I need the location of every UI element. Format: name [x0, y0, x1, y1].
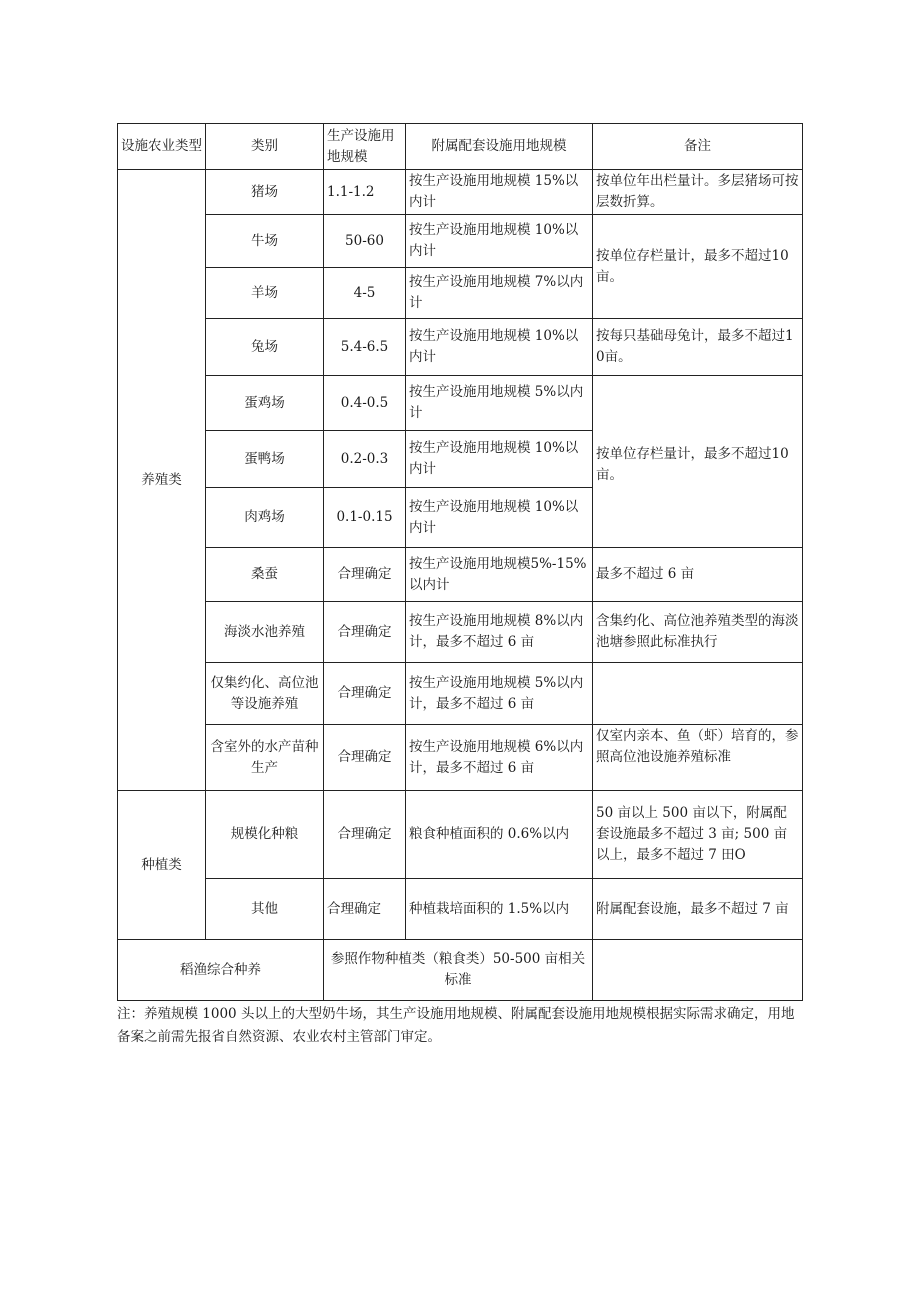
- last-row-aux: 参照作物种植类（粮食类）50-500 亩相关标准: [324, 940, 593, 1001]
- category-cell: 海淡水池养殖: [206, 602, 324, 663]
- table-row: [118, 725, 803, 791]
- remark-cell: 按每只基础母兔计，最多不超过10亩。: [593, 319, 803, 376]
- aux-cell: 按生产设施用地规模 5%以内计，最多不超过 6 亩: [406, 663, 593, 725]
- category-cell: 羊场: [206, 268, 324, 319]
- remark-cell: 按单位存栏量计，最多不超过10亩。: [593, 215, 803, 319]
- scale-cell: 0.1-0.15: [324, 488, 406, 548]
- aux-cell: 按生产设施用地规模 8%以内计，最多不超过 6 亩: [406, 602, 593, 663]
- category-cell: 蛋鸡场: [206, 376, 324, 431]
- aux-cell: 按生产设施用地规模5%-15%以内计: [406, 548, 593, 602]
- table-row: [118, 602, 803, 663]
- remark-cell: 50 亩以上 500 亩以下，附属配套设施最多不超过 3 亩; 500 亩以上，最多不超过 7 田O: [593, 791, 803, 879]
- table-row: [118, 663, 803, 725]
- table-row: [118, 879, 803, 940]
- header-category: 类别: [206, 124, 324, 170]
- table-row: [118, 170, 803, 215]
- category-cell: 兔场: [206, 319, 324, 376]
- aux-cell: 按生产设施用地规模 10%以内计: [406, 488, 593, 548]
- category-cell: 规模化种粮: [206, 791, 324, 879]
- table-row: [118, 215, 803, 268]
- header-remarks: 备注: [593, 124, 803, 170]
- category-cell: 仅集约化、高位池等设施养殖: [206, 663, 324, 725]
- scale-cell: 0.4-0.5: [324, 376, 406, 431]
- aux-cell: 种植栽培面积的 1.5%以内: [406, 879, 593, 940]
- remark-cell: [593, 940, 803, 1001]
- footnote: 注：养殖规模 1000 头以上的大型奶牛场，其生产设施用地规模、附属配套设施用地规模根据实际需求确定，用地备案之前需先报省自然资源、农业农村主管部门审定。: [117, 1006, 795, 1045]
- scale-cell: 合理确定: [324, 548, 406, 602]
- scale-cell: 0.2-0.3: [324, 431, 406, 488]
- remark-cell: 按单位存栏量计，最多不超过10亩。: [593, 376, 803, 548]
- scale-cell: 1.1-1.2: [324, 170, 406, 215]
- category-cell: 其他: [206, 879, 324, 940]
- remark-cell: 附属配套设施，最多不超过 7 亩: [593, 879, 803, 940]
- category-cell: 桑蚕: [206, 548, 324, 602]
- category-cell: 猪场: [206, 170, 324, 215]
- category-cell: 牛场: [206, 215, 324, 268]
- table-row: [118, 548, 803, 602]
- last-row-label: 稻渔综合种养: [118, 940, 324, 1001]
- scale-cell: 4-5: [324, 268, 406, 319]
- table-row: [118, 376, 803, 431]
- category-cell: 含室外的水产苗种生产: [206, 725, 324, 791]
- aux-cell: 按生产设施用地规模 7%以内计: [406, 268, 593, 319]
- remark-cell: 按单位年出栏量计。多层猪场可按层数折算。: [593, 170, 803, 215]
- header-auxiliary-scale: 附属配套设施用地规模: [406, 124, 593, 170]
- category-cell: 肉鸡场: [206, 488, 324, 548]
- aux-cell: 按生产设施用地规模 10%以内计: [406, 431, 593, 488]
- header-row: [118, 124, 803, 170]
- scale-cell: 合理确定: [324, 663, 406, 725]
- aux-cell: 按生产设施用地规模 10%以内计: [406, 319, 593, 376]
- aux-cell: 按生产设施用地规模 6%以内计，最多不超过 6 亩: [406, 725, 593, 791]
- header-production-scale: 生产设施用地规模: [324, 124, 406, 170]
- land-scale-table: [117, 123, 803, 1001]
- remark-cell: 含集约化、高位池养殖类型的海淡池塘参照此标准执行: [593, 602, 803, 663]
- table-row: [118, 319, 803, 376]
- scale-cell: 合理确定: [324, 602, 406, 663]
- aux-cell: 按生产设施用地规模 10%以内计: [406, 215, 593, 268]
- remark-cell: 仅室内亲本、鱼（虾）培育的，参照高位池设施养殖标准: [593, 725, 803, 791]
- table-row: [118, 940, 803, 1001]
- table-row: [118, 791, 803, 879]
- scale-cell: 合理确定: [324, 791, 406, 879]
- group-breeding: 养殖类: [118, 170, 206, 791]
- scale-cell: 合理确定: [324, 725, 406, 791]
- scale-cell: 合理确定: [324, 879, 406, 940]
- scale-cell: 5.4-6.5: [324, 319, 406, 376]
- remark-cell: [593, 663, 803, 725]
- category-cell: 蛋鸭场: [206, 431, 324, 488]
- aux-cell: 按生产设施用地规模 15%以内计: [406, 170, 593, 215]
- aux-cell: 粮食种植面积的 0.6%以内: [406, 791, 593, 879]
- aux-cell: 按生产设施用地规模 5%以内计: [406, 376, 593, 431]
- scale-cell: 50-60: [324, 215, 406, 268]
- header-type: 设施农业类型: [118, 124, 206, 170]
- group-planting: 种植类: [118, 791, 206, 940]
- remark-cell: 最多不超过 6 亩: [593, 548, 803, 602]
